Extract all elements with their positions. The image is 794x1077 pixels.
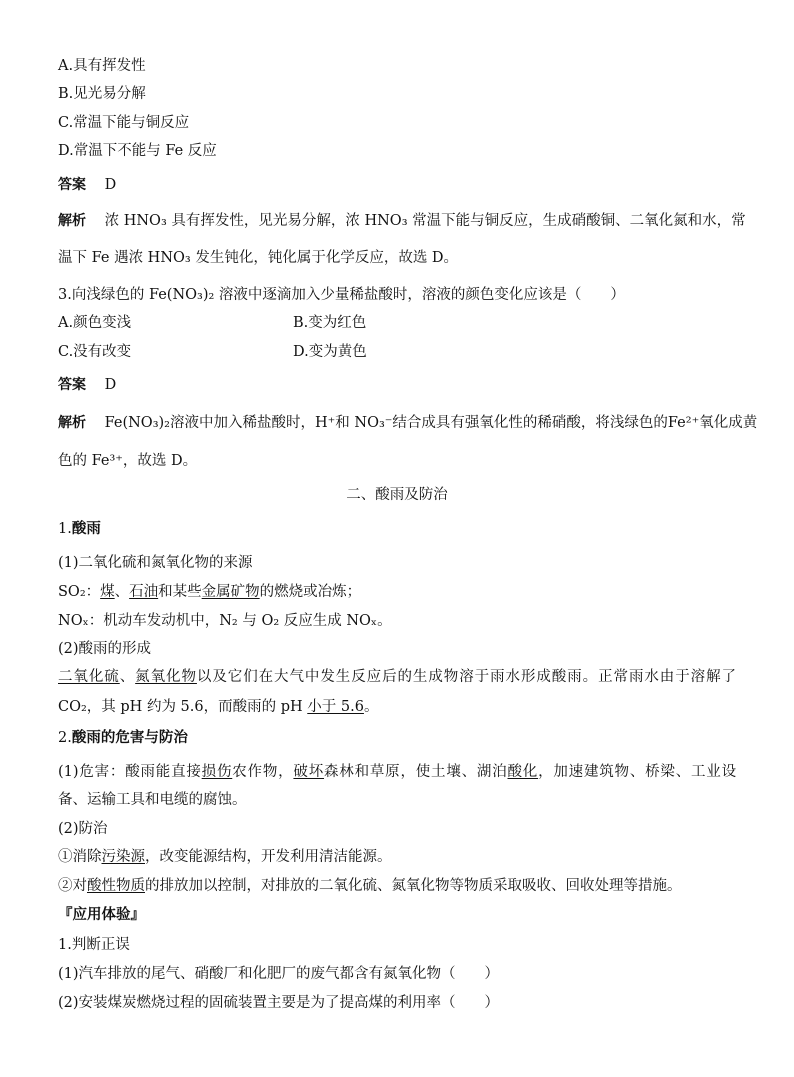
- q2-option-a: A.具有挥发性: [58, 58, 146, 74]
- s2-heading: [58, 728, 188, 748]
- p1-pre: ①消除: [58, 849, 102, 865]
- q2-analysis-line1: [58, 211, 746, 231]
- blank-less-than-5-6: 小于 5.6: [307, 699, 364, 715]
- s1-formation-line2: [58, 697, 378, 717]
- p1-end: ，改变能源结构，开发利用清洁能源。: [145, 849, 392, 865]
- q3-option-b: B.变为红色: [293, 315, 367, 331]
- blank-acidify: 酸化: [507, 764, 539, 780]
- blank-destroy: 破坏: [293, 764, 325, 780]
- s2-harm-line2: 备、运输工具和电缆的腐蚀。: [58, 792, 247, 808]
- practice-sub: 1.判断正误: [58, 937, 130, 953]
- heading-number: 2.: [58, 730, 72, 746]
- formation-line2-pre: CO₂，其 pH 约为 5.6，而酸雨的 pH: [58, 699, 308, 715]
- analysis-text: 浓 HNO₃ 具有挥发性，见光易分解，浓 HNO₃ 常温下能与铜反应，生成硝酸铜、二氧化氮和水，常: [104, 213, 746, 229]
- analysis-text: Fe(NO₃)₂溶液中加入稀盐酸时，H⁺和 NO₃⁻结合成具有强氧化性的稀硝酸，将浅绿色的Fe²⁺氧化成黄: [104, 415, 758, 431]
- blank-so2: 二氧化硫: [58, 669, 120, 685]
- answer-label: 答案: [58, 377, 86, 393]
- blank-metal-ore: 金属矿物: [201, 584, 260, 600]
- harm-end: ，加速建筑物、桥梁、工业设: [538, 764, 737, 780]
- q2-option-c: C.常温下能与铜反应: [58, 115, 190, 131]
- harm-mid2: 森林和草原，使土壤、湖泊: [324, 764, 508, 780]
- s1-nox-line: NOₓ：机动车发动机中，N₂ 与 O₂ 反应生成 NOₓ。: [58, 613, 392, 629]
- q2-analysis-line2: 温下 Fe 遇浓 HNO₃ 发生钝化，钝化属于化学反应，故选 D。: [58, 250, 459, 266]
- q3-analysis-line1: [58, 413, 757, 433]
- s2-prevention: (2)防治: [58, 821, 108, 837]
- q3-analysis-line2: 色的 Fe³⁺，故选 D。: [58, 453, 198, 469]
- practice-title: 『应用体验』: [58, 907, 145, 923]
- q3-option-d: D.变为黄色: [293, 344, 367, 360]
- blank-pollution-source: 污染源: [101, 849, 145, 865]
- s1-sub2: (2)酸雨的形成: [58, 641, 152, 657]
- answer-value: D: [104, 377, 117, 393]
- q3-option-a: A.颜色变浅: [58, 315, 132, 331]
- q2-answer: [58, 175, 116, 195]
- sep: 、: [119, 669, 136, 685]
- heading-text: 酸雨: [71, 521, 101, 537]
- p2-pre: ②对: [58, 878, 87, 894]
- s2-harm-line1: [58, 762, 736, 782]
- so2-end: 的燃烧或冶炼；: [259, 584, 362, 600]
- so2-prefix: SO₂：: [58, 584, 101, 600]
- s1-formation-line1: [58, 667, 736, 687]
- q2-option-d: D.常温下不能与 Fe 反应: [58, 143, 217, 159]
- analysis-label: 解析: [58, 415, 86, 431]
- q2-option-b: B.见光易分解: [58, 86, 146, 102]
- s1-so2-line: [58, 582, 361, 602]
- harm-mid1: 农作物，: [232, 764, 294, 780]
- formation-line2-end: 。: [363, 699, 379, 715]
- harm-pre: (1)危害：酸雨能直接: [58, 764, 202, 780]
- heading-text: 酸雨的危害与防治: [71, 730, 188, 746]
- practice-item-2: (2)安装煤炭燃烧过程的固硫装置主要是为了提高煤的利用率（ ）: [58, 995, 500, 1011]
- q3-answer: [58, 375, 116, 395]
- blank-oil: 石油: [129, 584, 159, 600]
- practice-item-1: (1)汽车排放的尾气、硝酸厂和化肥厂的废气都含有氮氧化物（ ）: [58, 966, 500, 982]
- heading-number: 1.: [58, 521, 72, 537]
- s1-heading: [58, 519, 101, 539]
- so2-mid: 和某些: [158, 584, 202, 600]
- formation-rest: 以及它们在大气中发生反应后的生成物溶于雨水形成酸雨。正常雨水由于溶解了: [196, 669, 737, 685]
- s1-sub1: (1)二氧化硫和氮氧化物的来源: [58, 555, 253, 571]
- q3-stem: 3.向浅绿色的 Fe(NO₃)₂ 溶液中逐滴加入少量稀盐酸时，溶液的颜色变化应该是（ ）: [58, 287, 625, 303]
- analysis-label: 解析: [58, 213, 86, 229]
- q3-option-c: C.没有改变: [58, 344, 132, 360]
- blank-nox: 氮氧化物: [135, 669, 197, 685]
- section-title: 二、酸雨及防治: [346, 487, 448, 503]
- blank-damage: 损伤: [201, 764, 233, 780]
- answer-value: D: [104, 177, 117, 193]
- sep: 、: [114, 584, 130, 600]
- blank-acidic-substance: 酸性物质: [87, 878, 145, 894]
- answer-label: 答案: [58, 177, 86, 193]
- s2-prevention-2: [58, 876, 682, 896]
- blank-coal: 煤: [100, 584, 115, 600]
- s2-prevention-1: [58, 847, 392, 867]
- p2-end: 的排放加以控制，对排放的二氧化硫、氮氧化物等物质采取吸收、回收处理等措施。: [145, 878, 682, 894]
